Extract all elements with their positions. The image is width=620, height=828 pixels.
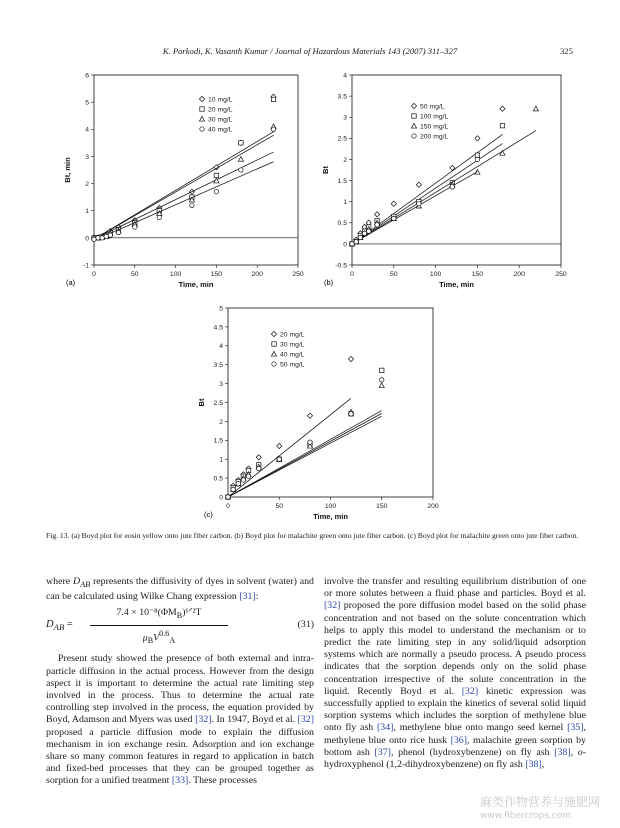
x-tick-label: 200 [427,503,439,510]
legend-label: 20 mg/L [280,331,305,339]
legend-marker [199,116,204,121]
data-point [190,203,194,207]
data-point [416,182,421,187]
legend-label: 40 mg/L [208,126,233,134]
x-tick-label: 250 [555,271,567,278]
data-point [380,368,384,372]
x-tick-label: 50 [131,271,139,278]
x-tick-label: 0 [226,503,230,510]
y-tick-label: 1.5 [213,437,223,445]
legend-marker [411,103,416,108]
data-point [362,231,366,235]
data-point [231,487,235,491]
data-point [350,242,354,246]
y-tick-label: 1 [219,456,223,464]
fit-line [94,162,274,241]
data-point [238,157,243,162]
y-tick-label: 0.5 [213,475,223,483]
data-point [271,127,275,131]
x-tick-label: 0 [350,271,354,278]
y-tick-label: 2.5 [337,135,347,143]
paragraph-3: involve the transfer and resulting equilibrium distribution of one or more solutes between a fluid phase and particles. Boyd et al. [32] proposed the pore diffusion model based on the solid phase concentration and not based on the solute concentration which helps to apply this model to understand the mechanism or to predict the rate limiting step in any solid/liquid adsorption systems which are normally a pseudo process. A pseudo process indicates that the sorption depends only on the solid phase concentration irrespective of the solute concentration in the liquid. Recently Boyd et al. [32] kinetic expression was successfully applied to explain the kinetics of several solid liquid sorption systems which includes the sorption of methylene blue onto fly ash [34], methylene blue onto mango seed kernel [35], methylene blue onto rice husk [36], malachite green sorption by bottom ash [37], phenol (hydroxybenzene) on fly ash [38], o-hydroxyphenol (1,2-dihydroxybenzene) on fly ash [38], [324,576,586,771]
legend-marker [411,123,416,128]
plot-frame [352,75,561,265]
fit-line [94,132,274,239]
data-point [257,466,261,470]
y-tick-label: 3 [219,381,223,388]
x-tick-label: 200 [513,271,525,278]
y-tick-label: 3 [343,114,347,122]
data-point [277,443,282,448]
data-point [246,474,250,478]
data-point [226,495,230,499]
data-point [500,106,505,111]
citation-link[interactable]: [32] [324,600,341,612]
fit-line [228,416,382,497]
x-tick-label: 100 [324,503,337,510]
figure-caption: Fig. 13. (a) Boyd plot for eosin yellow onto jute fiber carbon. (b) Boyd plot for malachite green onto jute fiber carbon. (c) Boyd plot for malachite green onto jute fiber carbon. [46,531,579,540]
data-point [380,378,384,382]
data-point [307,413,312,418]
equation-number: (31) [297,619,314,631]
y-tick-label: 3 [85,153,89,161]
fit-line [228,398,351,497]
x-axis-title: Time, min [439,280,474,289]
y-tick-label: -0.5 [335,262,347,270]
legend-marker [200,107,204,111]
chart-a [56,68,318,290]
y-tick-label: 2.5 [213,399,223,407]
page-number: 325 [560,46,573,56]
plot-frame [94,75,298,265]
citation-link[interactable]: [32] [195,714,212,726]
data-point [271,97,275,101]
fit-line [352,172,477,244]
x-tick-label: 50 [390,271,398,278]
x-tick-label: 100 [169,271,182,278]
chart-b [318,68,576,290]
data-point [500,151,505,156]
y-tick-label: 4 [85,126,89,134]
y-tick-label: -1 [82,262,89,270]
legend-marker [271,331,276,336]
citation-link[interactable]: [37] [374,746,391,758]
left-column [46,576,314,788]
data-point [214,173,218,177]
fit-line [94,135,274,239]
x-tick-label: 50 [275,503,284,510]
y-tick-label: 1 [343,199,347,207]
y-tick-label: 2 [343,156,347,164]
data-point [379,383,384,388]
y-tick-label: 4 [343,72,347,80]
y-tick-label: 0.5 [337,220,347,228]
y-tick-label: 4 [219,343,223,351]
citation-link[interactable]: [32] [461,685,479,697]
legend-label: 10 mg/L [208,96,233,104]
data-point [239,168,243,172]
y-tick-label: 2 [85,180,89,188]
citation-link[interactable]: [34] [377,722,394,734]
data-point [349,412,353,416]
data-point [475,136,480,141]
y-tick-label: 1 [85,208,89,216]
legend-marker [412,114,416,118]
fit-line [94,152,274,239]
data-point [450,185,454,189]
data-point [116,230,120,234]
y-tick-label: 1.5 [337,177,347,185]
y-tick-label: 6 [85,72,89,80]
data-point [108,233,112,237]
x-tick-label: 250 [292,271,304,278]
data-point [533,106,538,111]
citation-link[interactable]: [32] [297,714,314,726]
data-point [157,215,161,219]
data-point [391,201,396,206]
legend-marker [200,127,204,131]
y-tick-label: 3.5 [337,93,347,101]
equation-31: $D_{AB}$ = $7.4 \times 10^{-8}(\Phi M_B)^1ᐟ^2T$ $\mu_BV^{0.6}_A$ (31) [46,607,314,645]
y-axis-title: Bt, min [63,157,72,183]
x-tick-label: 200 [251,271,263,278]
legend-label: 100 mg/L [420,113,449,121]
legend-label: 50 mg/L [280,361,305,369]
x-tick-label: 150 [471,271,484,278]
x-tick-label: 100 [429,271,442,278]
data-point [475,153,479,157]
data-point [348,356,353,361]
x-tick-label: 150 [210,271,223,278]
citation-link[interactable]: [35] [567,722,584,734]
legend-label: 30 mg/L [208,116,233,124]
data-point [236,482,240,486]
y-tick-label: 0 [85,235,89,243]
right-column [324,576,586,771]
watermark: 麻类作物营养与施肥网 www.fibercrops.com [480,795,601,821]
legend-label: 150 mg/L [420,123,449,131]
legend-marker [272,362,276,366]
data-point [214,190,218,194]
data-point [308,440,312,444]
x-tick-label: 0 [92,271,96,278]
data-point [133,225,137,229]
legend-label: 40 mg/L [280,351,305,359]
panel-label: (a) [66,278,76,287]
y-tick-label: 0 [343,241,347,249]
legend-marker [412,134,416,138]
y-tick-label: 4.5 [213,324,223,332]
citation-link[interactable]: [36] [450,734,468,746]
legend-marker [271,351,276,356]
data-point [241,478,245,482]
data-point [239,141,243,145]
x-axis-title: Time, min [313,512,348,521]
legend-label: 30 mg/L [280,341,305,349]
running-header: K. Porkodi, K. Vasanth Kumar / Journal of Hazardous Materials 143 (2007) 311–327 [162,46,458,56]
fit-line [352,131,536,244]
citation-link[interactable]: [38] [554,746,571,758]
data-point [367,229,371,233]
paragraph-2: Present study showed the presence of both external and intra-particle diffusion in the actual process. However from the design aspect it is important to determine the actual rate limiting step involved in the process. Thus to determine the actual rate controlling step involved in the process, the equation provided by Boyd, Adamson and Myers was used [32]. In 1947, Boyd et al. [32] proposed a particle diffusion mode to explain the diffusion mechanism in ion exchange resin. Adsorption and ion exchange share so many common features in regard to application in batch and fixed-bed processes that they can be grouped together as sorption for a unified treatment [33]. These processes [46,653,314,787]
data-point [417,202,421,206]
data-point [256,455,261,460]
legend-label: 20 mg/L [208,106,233,114]
y-tick-label: 5 [85,99,89,107]
data-point [374,212,379,217]
data-point [354,240,358,244]
y-axis-title: Bt [321,166,330,174]
legend-label: 50 mg/L [420,103,445,111]
data-point [475,157,479,161]
panel-label: (b) [324,278,334,287]
data-point [375,223,379,227]
fit-line [352,134,502,243]
fit-line [228,413,382,497]
x-axis-title: Time, min [178,280,214,289]
y-tick-label: 5 [219,305,223,313]
legend-marker [272,342,276,346]
data-point [392,216,396,220]
panel-label: (c) [204,510,213,519]
y-tick-label: 3.5 [213,362,223,370]
legend-label: 200 mg/L [420,133,449,141]
x-tick-label: 150 [376,503,388,510]
citation-link[interactable]: [33] [171,775,189,787]
chart-c [196,300,448,525]
fit-line [352,144,502,244]
y-tick-label: 2 [219,418,223,426]
y-tick-label: 0 [219,494,223,502]
y-axis-title: Bt [197,398,206,407]
citation-link[interactable]: [31] [239,591,256,603]
data-point [500,123,504,127]
data-point [277,457,281,461]
paragraph-1: where $D_{AB}$ represents the diffusivity of dyes in solvent (water) and can be calculated using Wilke Chang expression [31]: [46,576,314,603]
data-point [358,235,362,239]
citation-link[interactable]: [38] [525,759,542,771]
legend-marker [199,96,204,101]
